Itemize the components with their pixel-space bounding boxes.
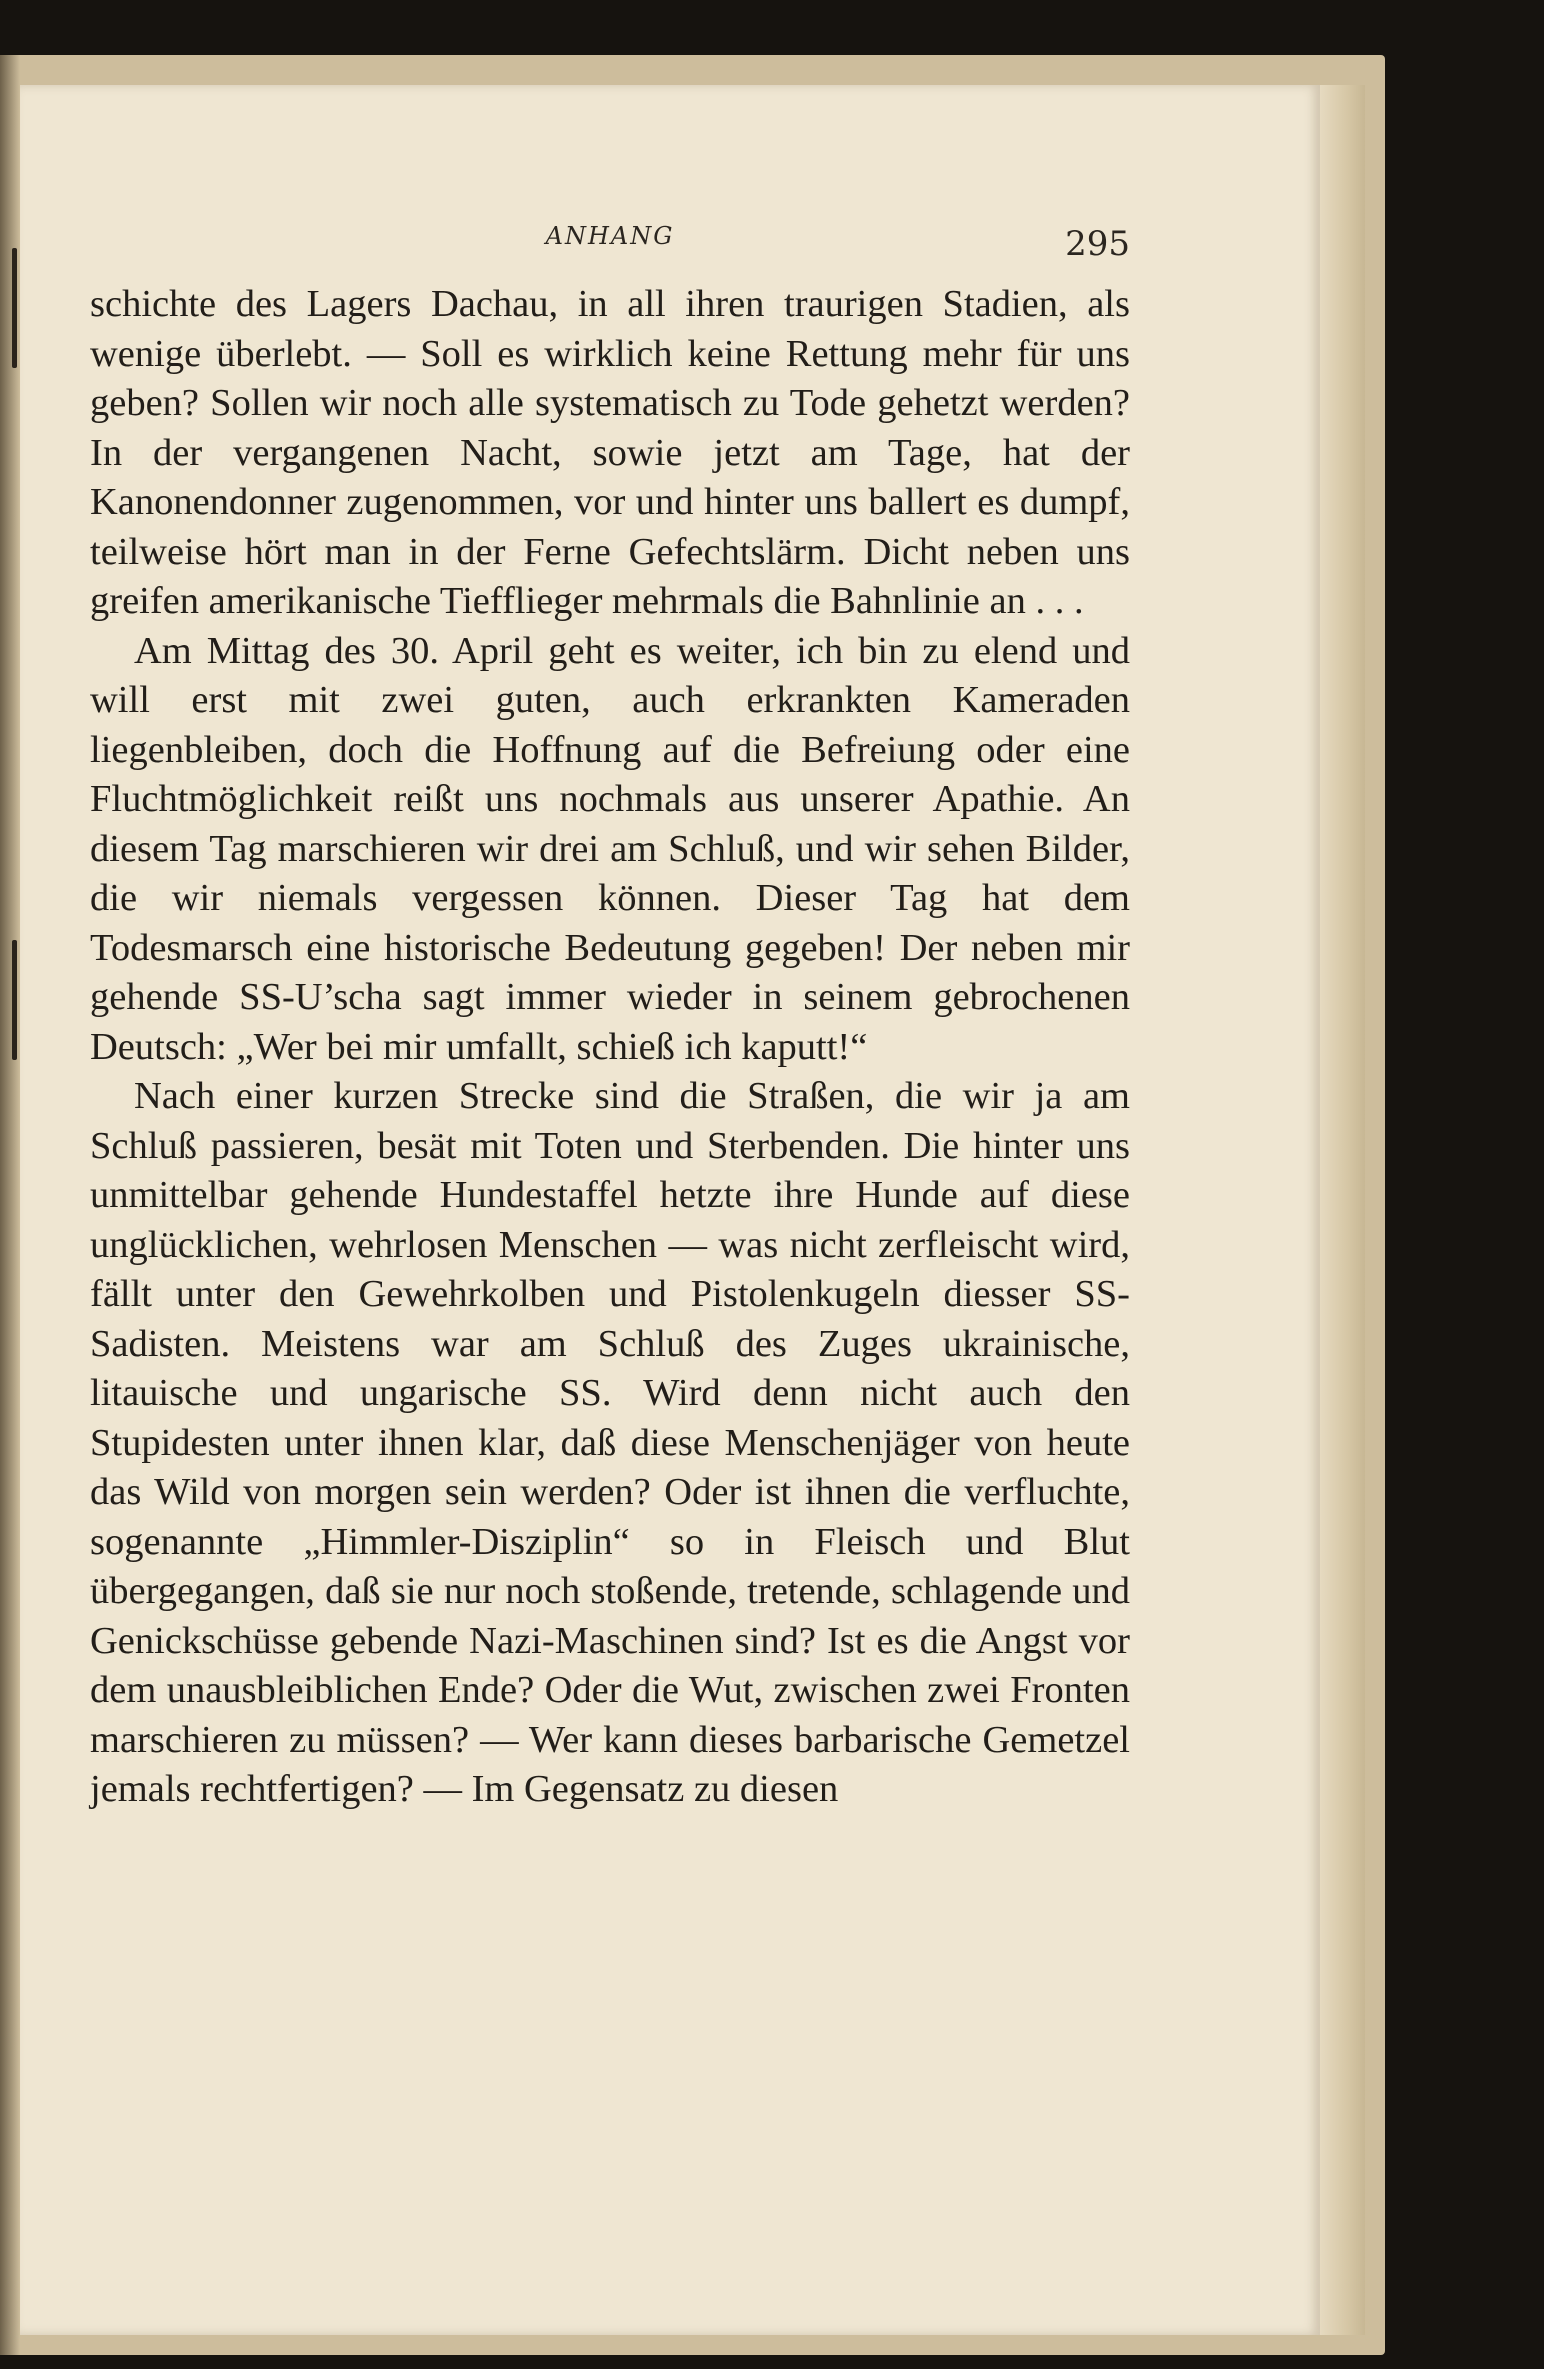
binding-mark-upper (12, 248, 17, 368)
page-header (90, 222, 1130, 262)
running-head: ANHANG (545, 222, 675, 250)
binding-mark-lower (12, 940, 17, 1060)
page-number: 295 (1065, 224, 1130, 264)
page-stack-edge (1320, 85, 1365, 2335)
book-spine-shadow (0, 55, 20, 2355)
paragraph-3: Nach einer kurzen Strecke sind die Straßen, die wir ja am Schluß passieren, besät mit Toten und Sterbenden. Die hinter uns unmittelbar gehende Hundestaffel hetzte ihre Hunde auf diese unglücklichen, wehrlosen Menschen — was nicht zerfleischt wird, fällt unter den Gewehrkolben und Pistolenkugeln diesser SS-Sadisten. Meistens war am Schluß des Zuges ukrainische, litauische und ungarische SS. Wird denn nicht auch den Stupidesten unter ihnen klar, daß diese Menschenjäger von heute das Wild von morgen sein werden? Oder ist ihnen die verfluchte, sogenannte „Himmler-Disziplin“ so in Fleisch und Blut übergegangen, daß sie nur noch stoßende, tretende, schlagende und Genickschüsse gebende Nazi-Maschinen sind? Ist es die Angst vor dem unausbleiblichen Ende? Oder die Wut, zwischen zwei Fronten marschieren zu müssen? — Wer kann dieses barbarische Gemetzel jemals rechtfertigen? — Im Gegensatz zu diesen (90, 1075, 1130, 1810)
paragraph-1: schichte des Lagers Dachau, in all ihren traurigen Stadien, als wenige überlebt. — Soll es wirklich keine Rettung mehr für uns geben? Sollen wir noch alle systematisch zu Tode gehetzt werden? In der vergangenen Nacht, sowie jetzt am Tage, hat der Kanonendonner zugenommen, vor und hinter uns ballert es dumpf, teilweise hört man in der Ferne Gefechtslärm. Dicht neben uns greifen amerikanische Tiefflieger mehrmals die Bahnlinie an . . . (90, 283, 1130, 622)
body-text (90, 280, 1130, 1815)
paragraph-2: Am Mittag des 30. April geht es weiter, ich bin zu elend und will erst mit zwei guten, auch erkrankten Kameraden liegenbleiben, doch die Hoffnung auf die Befreiung oder eine Fluchtmöglichkeit reißt uns nochmals aus unserer Apathie. An diesem Tag marschieren wir drei am Schluß, und wir sehen Bilder, die wir niemals vergessen können. Dieser Tag hat dem Todesmarsch eine historische Bedeutung gegeben! Der neben mir gehende SS-U’scha sagt immer wieder in seinem gebrochenen Deutsch: „Wer bei mir umfallt, schieß ich kaputt!“ (90, 629, 1130, 1068)
